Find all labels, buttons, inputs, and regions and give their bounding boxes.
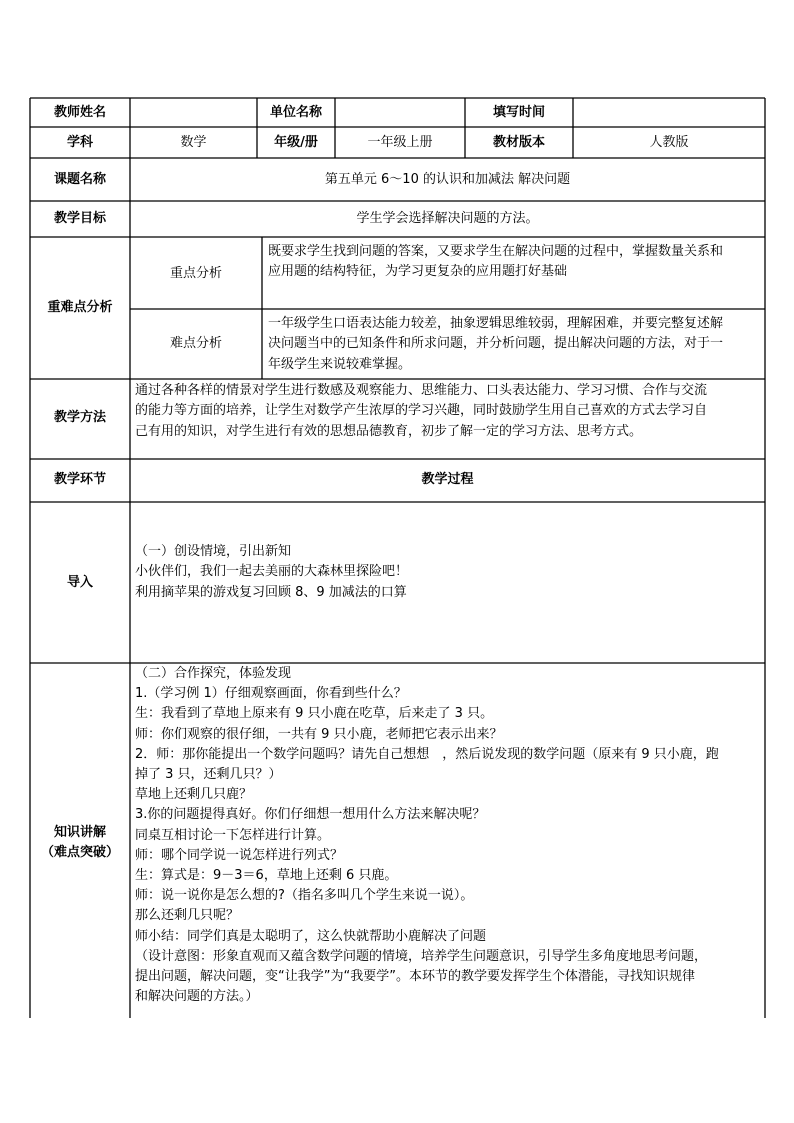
text-line: 小伙伴们，我们一起去美丽的大森林里探险吧！ [135, 564, 409, 580]
text-line: 既要求学生找到问题的答案，又要求学生在解决问题的过程中，掌握数量关系和 [268, 244, 724, 259]
text-line: 草地上还剩几只鹿？ [135, 787, 253, 803]
subject-label: 学科 [66, 135, 93, 150]
key-analysis-label: 重点分析 [169, 266, 222, 281]
text-line: 年级学生来说较难掌握。 [268, 356, 412, 372]
difficulty-analysis-label: 难点分析 [169, 336, 222, 351]
teaching-process-header: 教学过程 [421, 472, 474, 487]
text-line: 3.你的问题提得真好。你们仔细想一想用什么方法来解决呢？ [135, 807, 486, 823]
teacher-name-label: 教师姓名 [53, 105, 106, 120]
knowledge-text [135, 664, 763, 1007]
text-line: 己有用的知识，对学生进行有效的思想品德教育，初步了解一定的学习方法、思考方式。 [135, 423, 643, 439]
knowledge-label: 知识讲解 [53, 825, 106, 840]
text-line: 师：哪个同学说一说怎样进行列式？ [135, 847, 344, 863]
text-line: 师：你们观察的很仔细，一共有 9 只小鹿，老师把它表示出来？ [135, 726, 503, 742]
edition-label: 教材版本 [492, 135, 545, 150]
text-line: 提出问题，解决问题，变“让我学”为“我要学”。本环节的教学要发挥学生个体潜能，寻找知识规律 [135, 969, 695, 985]
text-line: （一）创设情境，引出新知 [135, 544, 292, 559]
text-line: 和解决问题的方法。） [135, 989, 259, 1005]
text-line: 决问题当中的已知条件和所求问题，并分析问题，提出解决问题的方法，对于一 [268, 336, 724, 352]
fill-time-label: 填写时间 [492, 105, 545, 120]
teaching-goal-value: 学生学会选择解决问题的方法。 [356, 211, 539, 226]
difficulty-analysis-text [268, 314, 760, 375]
text-line: 师：说一说你是怎么想的?（指名多叫几个学生来说一说）。 [135, 888, 474, 904]
teaching-method-label: 教学方法 [53, 410, 106, 425]
analysis-label: 重难点分析 [47, 300, 113, 315]
text-line: 利用摘苹果的游戏复习回顾 8、9 加减法的口算 [135, 584, 407, 600]
key-analysis-text [268, 242, 760, 283]
lesson-title-value: 第五单元 6～10 的认识和加减法 解决问题 [324, 172, 571, 187]
teaching-method-text [135, 381, 763, 442]
knowledge-sublabel: （难点突破） [40, 845, 119, 860]
text-line: 生：我看到了草地上原来有 9 只小鹿在吃草，后来走了 3 只。 [135, 706, 494, 722]
grade-value: 一年级上册 [367, 135, 433, 150]
intro-label: 导入 [66, 575, 93, 590]
text-line: 1.（学习例 1）仔细观察画面，你看到些什么？ [135, 686, 407, 702]
lesson-title-label: 课题名称 [53, 172, 106, 187]
grade-label: 年级/册 [274, 135, 318, 150]
text-line: 一年级学生口语表达能力较差，抽象逻辑思维较弱，理解困难，并要完整复述解 [268, 316, 724, 331]
text-line: 同桌互相讨论一下怎样进行计算。 [135, 827, 331, 843]
intro-text [135, 542, 763, 603]
teaching-stage-header: 教学环节 [53, 472, 106, 487]
text-line: 那么还剩几只呢？ [135, 908, 240, 924]
teaching-goal-label: 教学目标 [53, 211, 106, 226]
text-line: 掉了 3 只，还剩几只？） [135, 767, 282, 783]
unit-name-label: 单位名称 [269, 105, 322, 120]
text-line: 的能力等方面的培养，让学生对数学产生浓厚的学习兴趣，同时鼓励学生用自己喜欢的方式去学习自 [135, 403, 708, 419]
text-line: 应用题的结构特征，为学习更复杂的应用题打好基础 [268, 264, 568, 280]
text-line: 2．师：那你能提出一个数学问题吗？请先自己想想 ，然后说发现的数学问题（原来有 9 只小鹿，跑 [135, 746, 719, 762]
text-line: 通过各种各样的情景对学生进行数感及观察能力、思维能力、口头表达能力、学习习惯、合作与交流 [135, 383, 708, 398]
subject-value: 数学 [180, 135, 207, 150]
edition-value: 人教版 [649, 135, 689, 150]
text-line: 师小结：同学们真是太聪明了，这么快就帮助小鹿解决了问题 [135, 928, 487, 944]
text-line: （二）合作探究，体验发现 [135, 666, 292, 681]
text-line: 生：算式是：9－3＝6，草地上还剩 6 只鹿。 [135, 868, 398, 884]
text-line: （设计意图：形象直观而又蕴含数学问题的情境，培养学生问题意识，引导学生多角度地思考问题， [135, 948, 708, 964]
